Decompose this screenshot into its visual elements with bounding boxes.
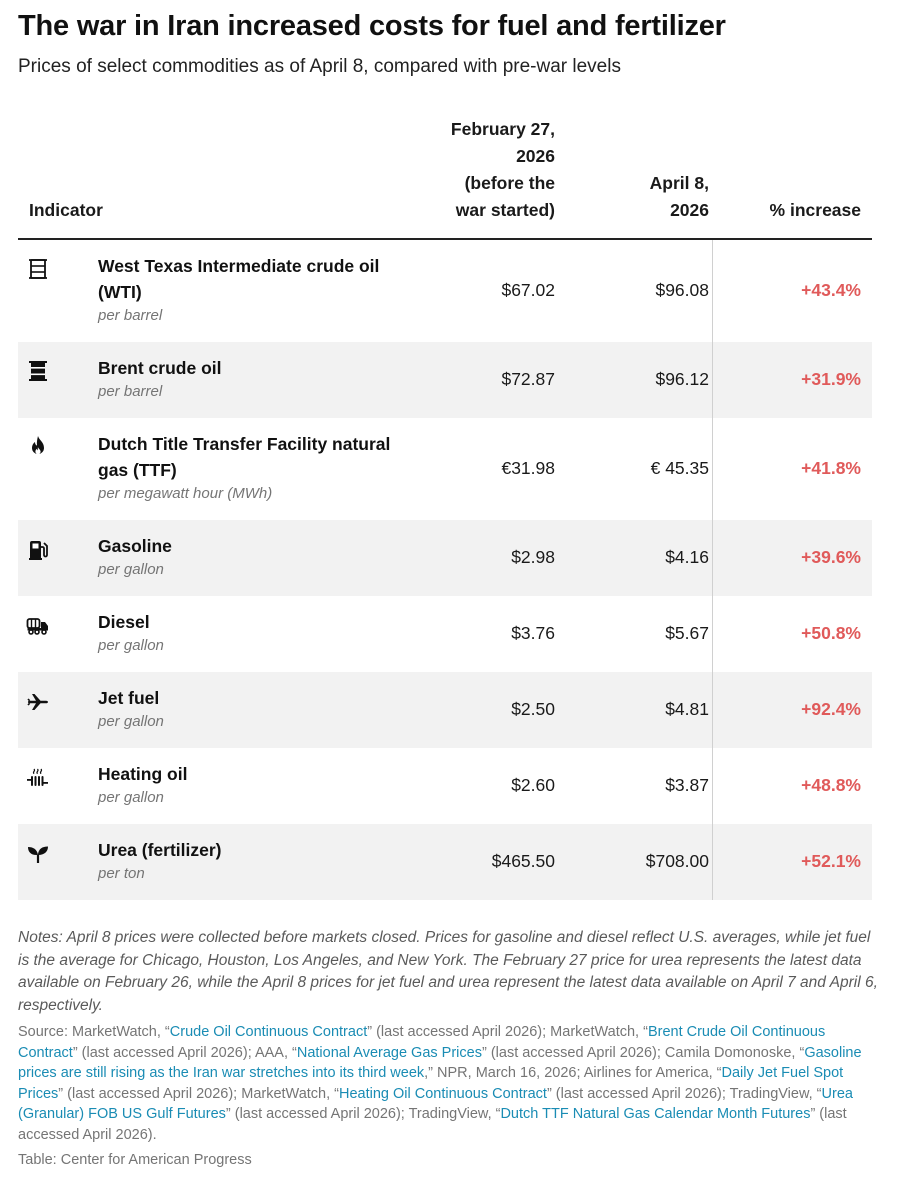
apr-price: $5.67 — [665, 623, 709, 643]
table-row — [18, 240, 872, 342]
pct-increase: +31.9% — [801, 369, 861, 389]
feb-price: $2.98 — [511, 547, 555, 567]
indicator-name — [98, 253, 379, 305]
notes: Notes: April 8 prices were collected before markets closed. Prices for gasoline and diesel reflect U.S. averages, while jet fuel is the average for Chicago, Houston, Los Angeles, and New York. The February 27 price for urea represents the latest data available on February 26, while the April 8 prices for jet fuel and urea represent the latest data available on April 7 and April 6, respectively. — [18, 929, 878, 1014]
header-feb-line: war started) — [455, 200, 555, 220]
apr-price: $3.87 — [665, 775, 709, 795]
indicator-name — [98, 355, 222, 381]
airplane-icon — [26, 690, 50, 714]
indicator-name-line: West Texas Intermediate crude oil — [98, 256, 380, 276]
pct-increase: +41.8% — [801, 458, 861, 478]
gas-pump-icon — [26, 538, 50, 562]
feb-price: $2.60 — [511, 775, 555, 795]
header-apr — [589, 170, 709, 224]
source-link[interactable]: National Average Gas Prices — [296, 1044, 482, 1061]
table-row — [18, 596, 872, 672]
feb-price: $67.02 — [501, 280, 555, 300]
pct-increase: +52.1% — [801, 851, 861, 871]
feb-price: €31.98 — [501, 458, 555, 478]
apr-price: $4.16 — [665, 547, 709, 567]
feb-price: $3.76 — [511, 623, 555, 643]
table-row — [18, 748, 872, 824]
source-link[interactable]: Crude Oil Continuous Contract — [169, 1024, 368, 1040]
radiator-icon — [26, 766, 50, 790]
source-text: ” (last accessed April 2026). — [18, 1106, 847, 1143]
indicator-unit: per barrel — [98, 383, 163, 400]
table-row — [18, 824, 872, 900]
header-indicator: Indicator — [29, 200, 103, 220]
indicator-name — [98, 837, 222, 863]
source-link[interactable]: Daily Jet Fuel Spot Prices — [18, 1065, 844, 1102]
feb-price: $72.87 — [501, 369, 555, 389]
pct-increase: +39.6% — [801, 547, 861, 567]
source-link[interactable]: Dutch TTF Natural Gas Calendar Month Futures — [500, 1106, 811, 1123]
column-divider — [712, 240, 713, 900]
apr-price: $4.81 — [665, 699, 709, 719]
indicator-unit: per megawatt hour (MWh) — [98, 485, 273, 502]
source-text: ” (last accessed April 2026); MarketWatch, “ — [58, 1085, 339, 1102]
indicator-unit: per gallon — [98, 637, 164, 654]
pct-increase: +48.8% — [801, 775, 861, 795]
indicator-name-line: Heating oil — [98, 764, 188, 784]
source — [18, 1022, 878, 1146]
indicator-unit: per gallon — [98, 561, 164, 578]
indicator-name-line: gas (TTF) — [98, 460, 177, 480]
apr-price: € 45.35 — [650, 458, 709, 478]
chart-subtitle: Prices of select commodities as of April 8, compared with pre-war levels — [18, 56, 621, 77]
indicator-name — [98, 609, 150, 635]
indicator-unit: per gallon — [98, 713, 164, 730]
tanker-truck-icon — [26, 614, 50, 638]
table-body — [18, 240, 872, 900]
table-row — [18, 418, 872, 520]
source-text: Source: MarketWatch, “ — [18, 1024, 170, 1040]
credit: Table: Center for American Progress — [18, 1152, 252, 1168]
source-text: ” (last accessed April 2026); Camila Domonoske, “ — [481, 1044, 805, 1061]
header-feb-line: February 27, — [450, 119, 555, 139]
header-apr-line: April 8, — [649, 173, 709, 193]
table-row — [18, 672, 872, 748]
source-link[interactable]: Urea (Granular) FOB US Gulf Futures — [18, 1085, 853, 1123]
feb-price: $2.50 — [511, 699, 555, 719]
source-link[interactable]: Heating Oil Continuous Contract — [339, 1085, 547, 1102]
oil-barrel-outline-icon — [26, 257, 50, 281]
indicator-name-line: Brent crude oil — [98, 358, 222, 378]
indicator-name-line: Urea (fertilizer) — [98, 840, 222, 860]
source-text: ,” NPR, March 16, 2026; Airlines for America, “ — [424, 1065, 722, 1082]
indicator-name-line: Dutch Title Transfer Facility natural — [98, 434, 391, 454]
source-text: ” (last accessed April 2026); AAA, “ — [72, 1044, 297, 1061]
source-text: ” (last accessed April 2026); TradingView, “ — [225, 1106, 501, 1123]
indicator-name-line: Gasoline — [98, 536, 172, 556]
header-pct: % increase — [769, 200, 861, 220]
apr-price: $708.00 — [645, 851, 709, 871]
table-row — [18, 520, 872, 596]
flame-icon — [26, 434, 50, 458]
header-feb — [415, 116, 555, 224]
indicator-unit: per gallon — [98, 789, 164, 806]
oil-barrel-icon — [26, 359, 50, 383]
indicator-name — [98, 431, 390, 483]
table-header — [18, 118, 872, 240]
source-link[interactable]: Brent Crude Oil Continuous Contract — [18, 1024, 826, 1061]
sprout-icon — [26, 842, 50, 866]
pct-increase: +50.8% — [801, 623, 861, 643]
header-apr-line: 2026 — [670, 200, 709, 220]
indicator-unit: per ton — [98, 865, 145, 882]
indicator-name — [98, 761, 187, 787]
indicator-name-line: (WTI) — [98, 282, 142, 302]
pct-increase: +43.4% — [801, 280, 861, 300]
indicator-name — [98, 685, 159, 711]
apr-price: $96.12 — [655, 369, 709, 389]
pct-increase: +92.4% — [801, 699, 861, 719]
indicator-name-line: Jet fuel — [98, 688, 160, 708]
indicator-unit: per barrel — [98, 307, 163, 324]
source-link[interactable]: Gasoline prices are still rising as the Iran war stretches into its third week — [18, 1044, 862, 1082]
table-row — [18, 342, 872, 418]
indicator-name — [98, 533, 172, 559]
source-text: ” (last accessed April 2026); TradingView, “ — [546, 1085, 822, 1102]
chart-title: The war in Iran increased costs for fuel and fertilizer — [18, 10, 726, 42]
feb-price: $465.50 — [491, 851, 555, 871]
header-feb-line: 2026 — [516, 146, 555, 166]
header-feb-line: (before the — [464, 173, 555, 193]
source-text: ” (last accessed April 2026); MarketWatch, “ — [367, 1024, 648, 1040]
indicator-name-line: Diesel — [98, 612, 150, 632]
apr-price: $96.08 — [655, 280, 709, 300]
